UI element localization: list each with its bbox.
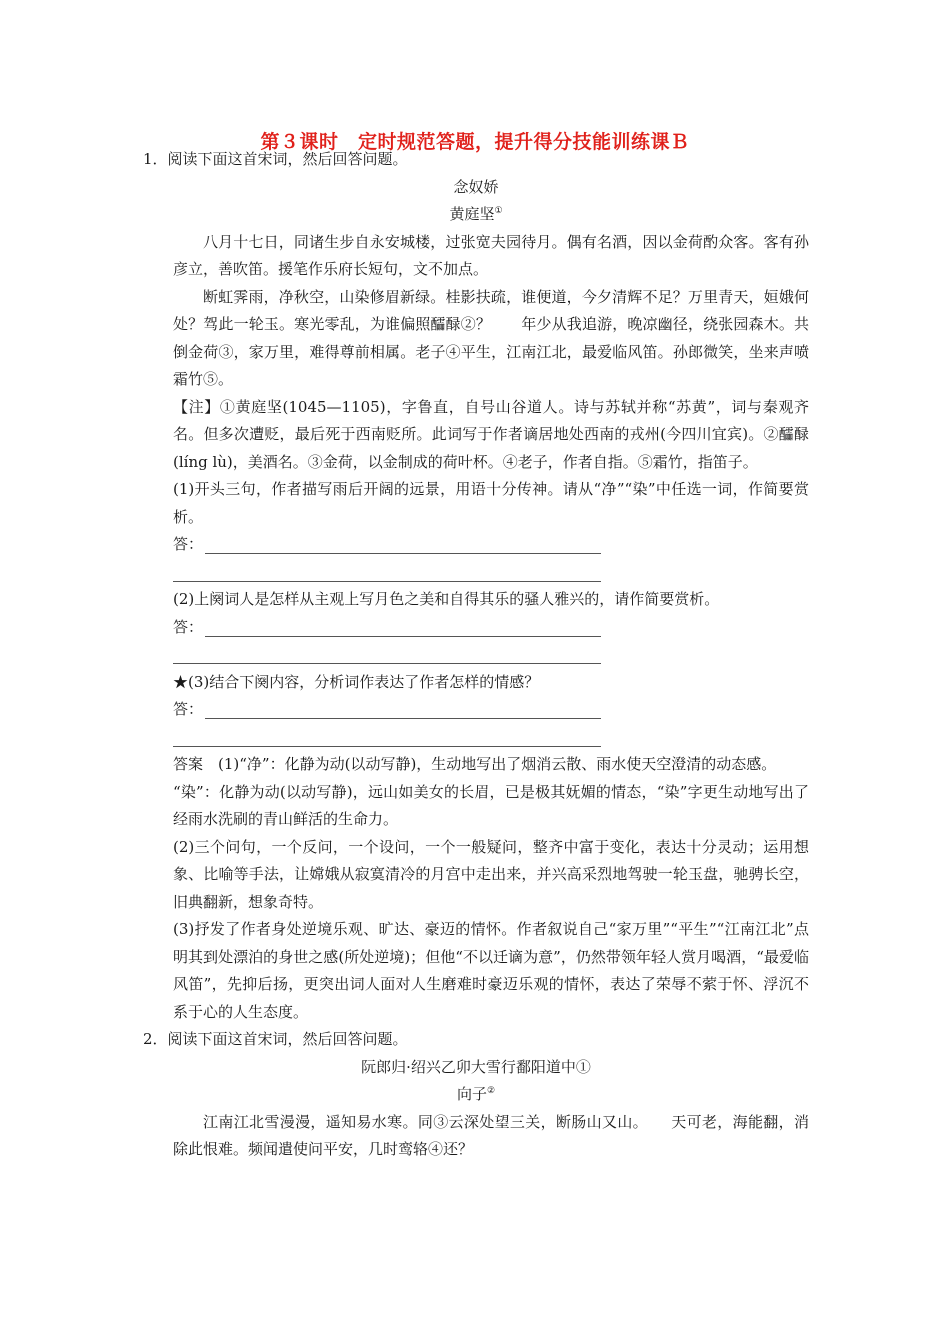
question-1-prompt: 1．阅读下面这首宋词，然后回答问题。 [143,150,408,168]
answer-1-part-1: 答案 (1)“净”：化静为动(以动写静)，生动地写出了烟消云散、雨水使天空澄清的动态感。 [173,755,777,773]
question-1-sub-1: (1)开头三句，作者描写雨后开阔的远景，用语十分传神。请从“净”“染”中任选一词，作简要赏析。 [173,480,809,526]
answer-1-part-3: (3)抒发了作者身处逆境乐观、旷达、豪迈的情怀。作者叙说自己“家万里”“平生”“江南江北”点明其到处漂泊的身世之感(所处逆境)；但他“不以迁谪为意”，仍然带领年轻人赏月喝酒，“最爱临风笛”，先抑后扬，更突出词人面对人生磨难时豪迈乐观的情怀，表达了荣辱不萦于怀、浮沉不系于心的人生态度。 [173,920,809,1021]
poem-1-author: 黄庭坚① [449,205,503,223]
poem-1-title: 念奴娇 [453,177,499,196]
poem-2-author: 向子② [456,1085,496,1103]
poem-2-title: 阮郎归·绍兴乙卯大雪行鄱阳道中① [361,1057,591,1076]
answer-line[interactable] [173,724,809,752]
poem-1-preface: 八月十七日，同诸生步自永安城楼，过张宽夫园待月。偶有名酒，因以金荷酌众客。客有孙彦立，善吹笛。援笔作乐府长短句，文不加点。 [173,232,809,278]
document-body [143,146,809,1164]
poem-1-body: 断虹霁雨，净秋空，山染修眉新绿。桂影扶疏，谁便道，今夕清辉不足？万里青天，姮娥何处？驾此一轮玉。寒光零乱，为谁偏照醽醁②？ 年少从我追游，晚凉幽径，绕张园森木。共倒金荷③，家万里，难得尊前相属。老子④平生，江南江北，最爱临风笛。孙郎微笑，坐来声喷霜竹⑤。 [173,287,809,388]
answer-line[interactable] [173,559,809,587]
answer-line[interactable] [173,531,809,559]
answer-label: 答： [173,531,205,559]
answer-line[interactable] [173,614,809,642]
question-1-sub-3: ★(3)结合下阕内容，分析词作表达了作者怎样的情感？ [173,672,540,691]
answer-line[interactable] [173,641,809,669]
poem-2-body: 江南江北雪漫漫，遥知易水寒。同③云深处望三关，断肠山又山。 天可老，海能翻，消除此恨难。频闻遣使问平安，几时鸾辂④还？ [173,1112,809,1158]
page-title: 第３课时 定时规范答题，提升得分技能训练课Ｂ [260,131,690,153]
question-1-sub-2: (2)上阕词人是怎样从主观上写月色之美和自得其乐的骚人雅兴的，请作简要赏析。 [173,590,720,608]
question-2-prompt: 2．阅读下面这首宋词，然后回答问题。 [143,1030,408,1048]
answer-line[interactable] [173,696,809,724]
answer-label: 答： [173,614,205,642]
answer-1-part-2: (2)三个问句，一个反问，一个设问，一个一般疑问，整齐中富于变化，表达十分灵动；运用想象、比喻等手法，让嫦娥从寂寞清冷的月宫中走出来，并兴高采烈地驾驶一轮玉盘，驰骋长空，旧典翻新，想象奇特。 [173,837,809,911]
answer-1-part-1b: “染”：化静为动(以动写静)，远山如美女的长眉，已是极其妩媚的情态，“染”字更生动地写出了经雨水洗刷的青山鲜活的生命力。 [173,782,809,828]
poem-1-note: 【注】①黄庭坚(1045—1105)，字鲁直，自号山谷道人。诗与苏轼并称“苏黄”，词与秦观齐名。但多次遭贬，最后死于西南贬所。此词写于作者谪居地处西南的戎州(今四川宜宾)。②醽醁(líng lù)，美酒名。③金荷，以金制成的荷叶杯。④老子，作者自指。⑤霜竹，指笛子。 [173,397,809,471]
answer-label: 答： [173,696,205,724]
